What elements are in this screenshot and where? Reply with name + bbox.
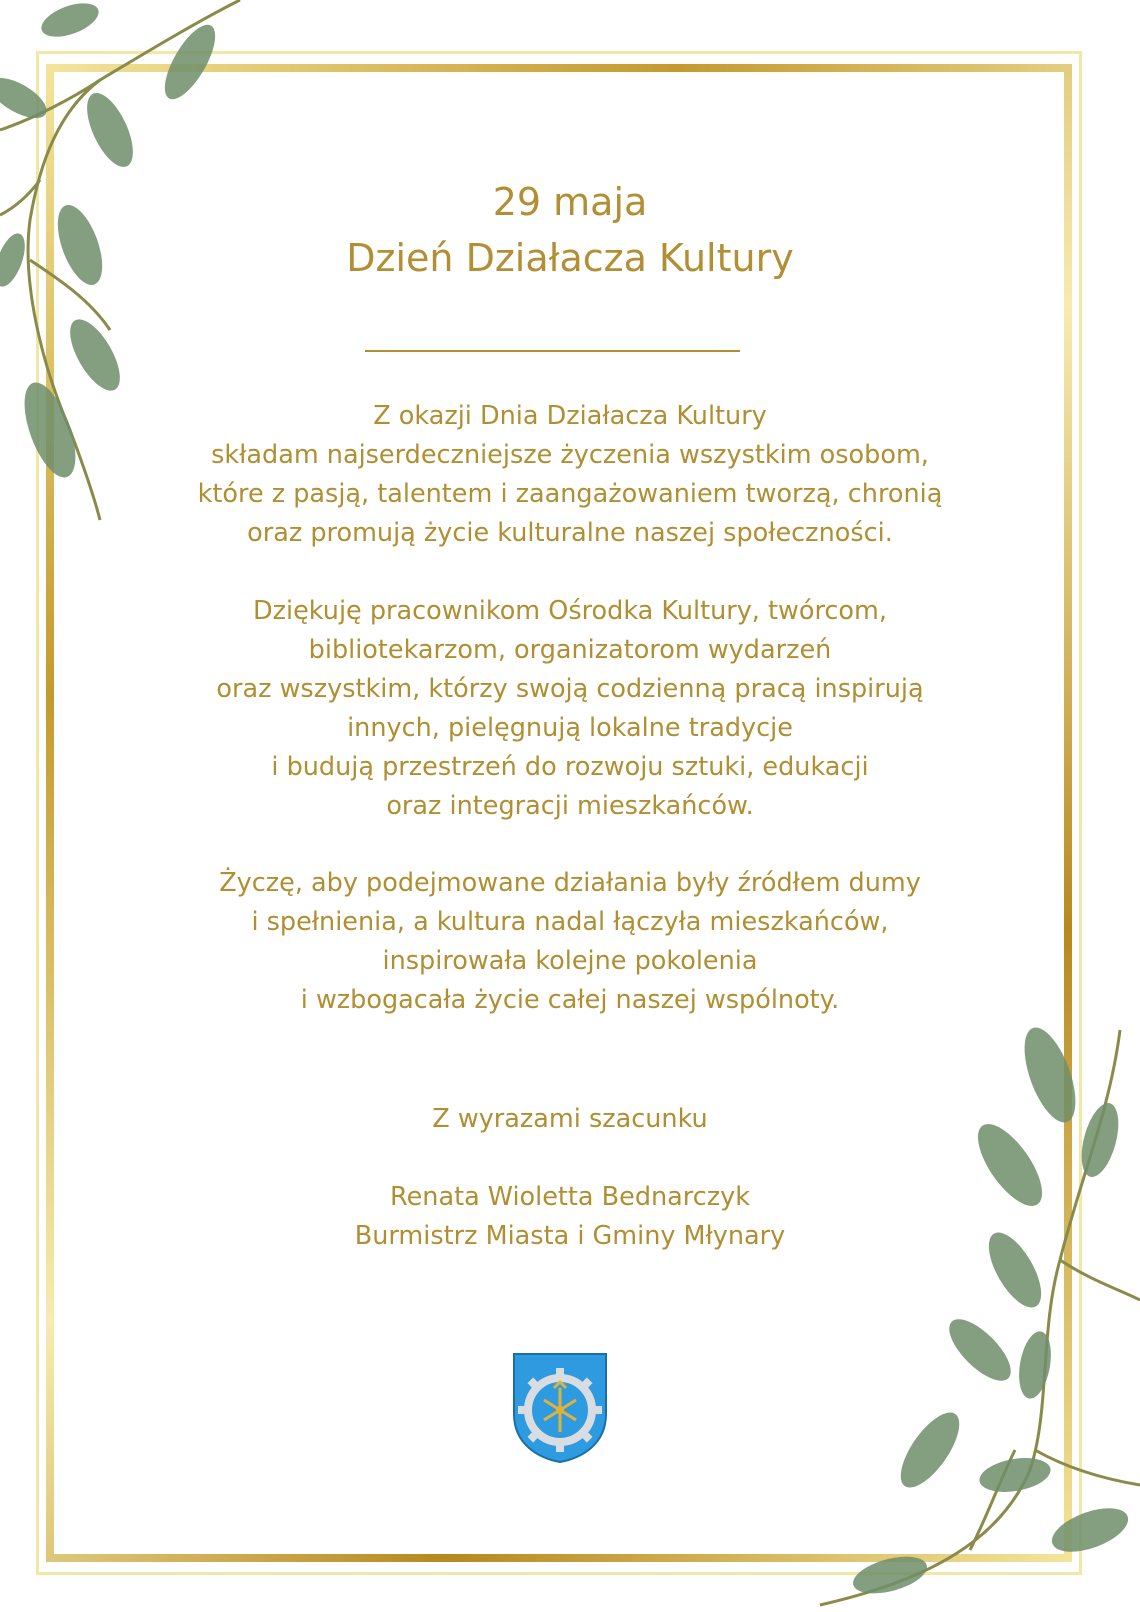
paragraph-line: bibliotekarzom, organizatorom wydarzeń [308,635,832,665]
paragraph-line: oraz wszystkim, którzy swoją codzienną pracą inspirują [216,674,924,704]
paragraph-greeting [80,397,1060,553]
closing-line [80,1100,1060,1139]
paragraph-line: oraz integracji mieszkańców. [386,791,754,821]
paragraph-line: i spełnienia, a kultura nadal łączyła mieszkańców, [251,907,889,937]
paragraph-line: które z pasją, talentem i zaangażowaniem tworzą, chronią [197,479,943,509]
paragraph-line: składam najserdeczniejsze życzenia wszystkim osobom, [211,440,929,470]
date-heading: 29 maja [492,180,648,224]
closing-text: Z wyrazami szacunku [432,1104,708,1134]
signature-block [80,1178,1060,1256]
paragraph-line: inspirowała kolejne pokolenia [382,946,758,976]
paragraph-wishes [80,864,1060,1020]
paragraph-line: Życzę, aby podejmowane działania były źródłem dumy [219,868,921,898]
paragraph-line: innych, pielęgnują lokalne tradycje [347,713,793,743]
paragraph-line: oraz promują życie kulturalne naszej społeczności. [247,518,893,548]
signature-role: Burmistrz Miasta i Gminy Młynary [354,1221,786,1251]
paragraph-line: i budują przestrzeń do rozwoju sztuki, edukacji [271,752,869,782]
paragraph-line: i wzbogacała życie całej naszej wspólnoty. [300,985,840,1015]
page-title: Dzień Działacza Kultury [346,236,794,280]
paragraph-line: Dziękuję pracownikom Ośrodka Kultury, twórcom, [253,596,887,626]
paragraph-line: Z okazji Dnia Działacza Kultury [373,401,767,431]
signature-name: Renata Wioletta Bednarczyk [390,1182,750,1212]
coat-of-arms-emblem-icon [512,1352,608,1464]
title-divider [365,350,740,352]
paragraph-thanks [80,592,1060,826]
